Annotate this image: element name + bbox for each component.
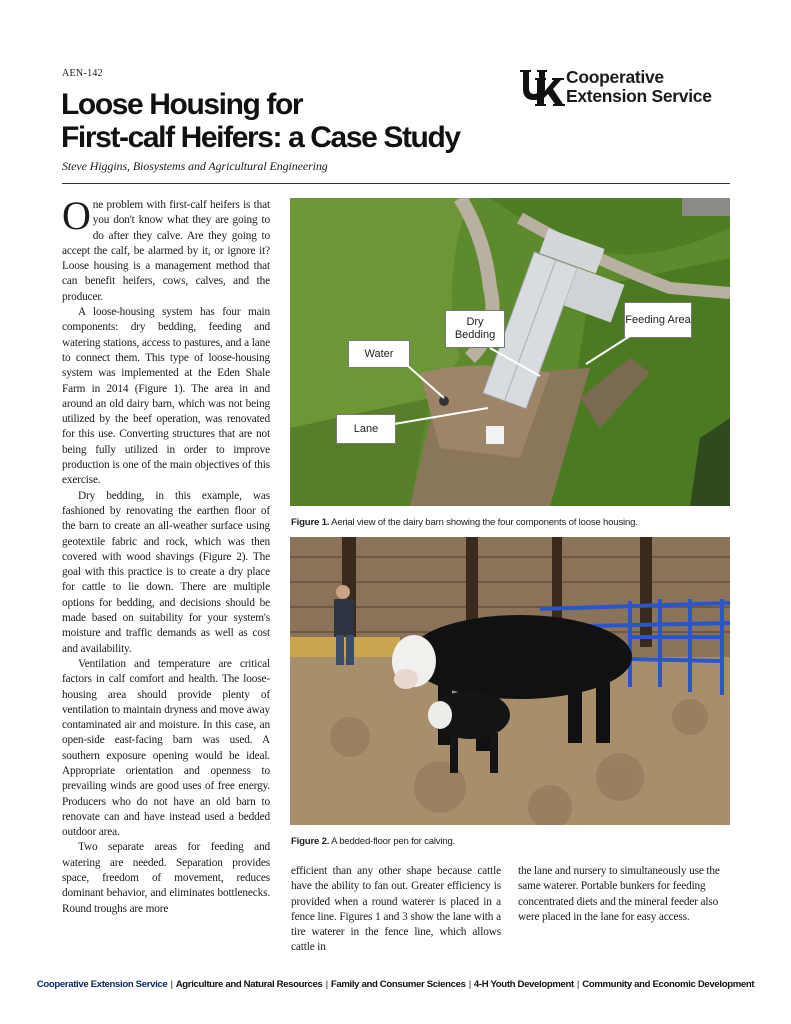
- paragraph-2: A loose-housing system has four main components: dry bedding, feeding and watering stations, access to pastures, and a lane to connect them. This type of loose-housing system was implemented at the Eden Shale Farm in 2014 (Figure 1). The area in and around an old dairy barn, which was not being utilized by the beef operation, was renovated for this use. Converting structures that are not being fully utilized in order to improve production is one of the main objectives of this exercise.: [62, 306, 270, 487]
- uk-logo-icon: [519, 68, 565, 108]
- footer-item-5: Community and Economic Development: [582, 979, 755, 990]
- body-column-2: [291, 864, 501, 960]
- author-line: Steve Higgins, Biosystems and Agricultural Engineering: [62, 159, 328, 173]
- footer-item-2: Agriculture and Natural Resources: [175, 979, 323, 990]
- callout-water: Water: [348, 340, 410, 368]
- body-column-3: [518, 864, 730, 960]
- callout-lane: Lane: [336, 414, 396, 444]
- figure-2-caption-label: Figure 2.: [291, 836, 330, 847]
- logo-line-2: Extension Service: [566, 86, 712, 106]
- page-title: [61, 88, 481, 154]
- footer-item-1: Cooperative Extension Service: [36, 979, 168, 990]
- paragraph-5: Two separate areas for feeding and watering are needed. Separation provides space, freedom of movement, reduces dominant behavior, and eliminates bottlenecks. Round troughs are more: [62, 841, 270, 915]
- figure-1-aerial-photo: [290, 198, 730, 506]
- figure-1-caption: [291, 517, 638, 528]
- figure-2-caption: [291, 836, 455, 847]
- document-code: AEN-142: [62, 68, 103, 79]
- paragraph-3: Dry bedding, in this example, was fashioned by renovating the earthen floor of the barn to create an all-weather surface using geotextile fabric and rock, which was then covered with wood shavings (Figure 2). The goal with this practice is to create a dry place for cattle to lie down. There are multiple options for bedding, and decisions should be made based on suitability for your system's moisture and traffic demands as well as cost and availability.: [62, 489, 270, 655]
- body-column-1: [62, 198, 270, 968]
- column-3-text: the lane and nursery to simultaneously use the same waterer. Portable bunkers for feeding concentrated diets and the mineral feeder also were placed in the lane for easy access.: [518, 865, 720, 923]
- callout-dry-bedding: Dry Bedding: [445, 310, 505, 348]
- paragraph-1-text: ne problem with first-calf heifers is that you don't know what they are going to do after they calve. Are they going to accept the calf, be alarmed by it, or ignore it? Loose housing is a management method that can benefit heifers, cows, calves, and the producer.: [62, 199, 270, 303]
- figure-2-caption-text: A bedded-floor pen for calving.: [331, 836, 456, 847]
- footer-separator: |: [170, 979, 173, 990]
- footer-program-areas: [0, 979, 791, 990]
- callout-pointer-lines: [290, 198, 730, 506]
- footer-item-3: Family and Consumer Sciences: [330, 979, 466, 990]
- figure-2-barn-photo: [290, 537, 730, 825]
- footer-item-4: 4-H Youth Development: [473, 979, 574, 990]
- paragraph-4: Ventilation and temperature are critical factors in calf comfort and health. The loose-housing area should provide plenty of ventilation to maintain dryness and move away contaminated air and moisture. In this case, an open-side east-facing barn was used. A southern exposure opening would be ideal. Appropriate orientation and openness to prevailing winds are good uses of free energy. Producers who do not have an old barn to renovate can and have instead used a bedded outdoor area.: [62, 657, 270, 839]
- figure-1-caption-text: Aerial view of the dairy barn showing the four components of loose housing.: [331, 517, 638, 528]
- drop-cap: O: [62, 198, 91, 238]
- paragraph-1: [62, 198, 270, 305]
- title-line-1: Loose Housing for: [61, 88, 303, 121]
- footer-separator: |: [468, 979, 471, 990]
- barn-illustration: [290, 537, 730, 825]
- column-2-text: efficient than any other shape because cattle have the ability to fan out. Greater efficiency is provided when a round waterer is placed in a fence line. Figures 1 and 3 show the lane with a tire waterer in the fence line, which allows cattle in: [291, 865, 501, 954]
- header-divider: [62, 183, 730, 184]
- logo-line-1: Cooperative: [566, 67, 664, 87]
- footer-separator: |: [576, 979, 580, 990]
- footer-separator: |: [325, 979, 328, 990]
- title-line-2: First-calf Heifers: a Case Study: [61, 121, 460, 154]
- uk-extension-logo: [519, 68, 734, 108]
- figure-1-caption-label: Figure 1.: [291, 517, 330, 528]
- logo-wordmark: [566, 68, 712, 106]
- callout-feeding-area: Feeding Area: [624, 302, 692, 338]
